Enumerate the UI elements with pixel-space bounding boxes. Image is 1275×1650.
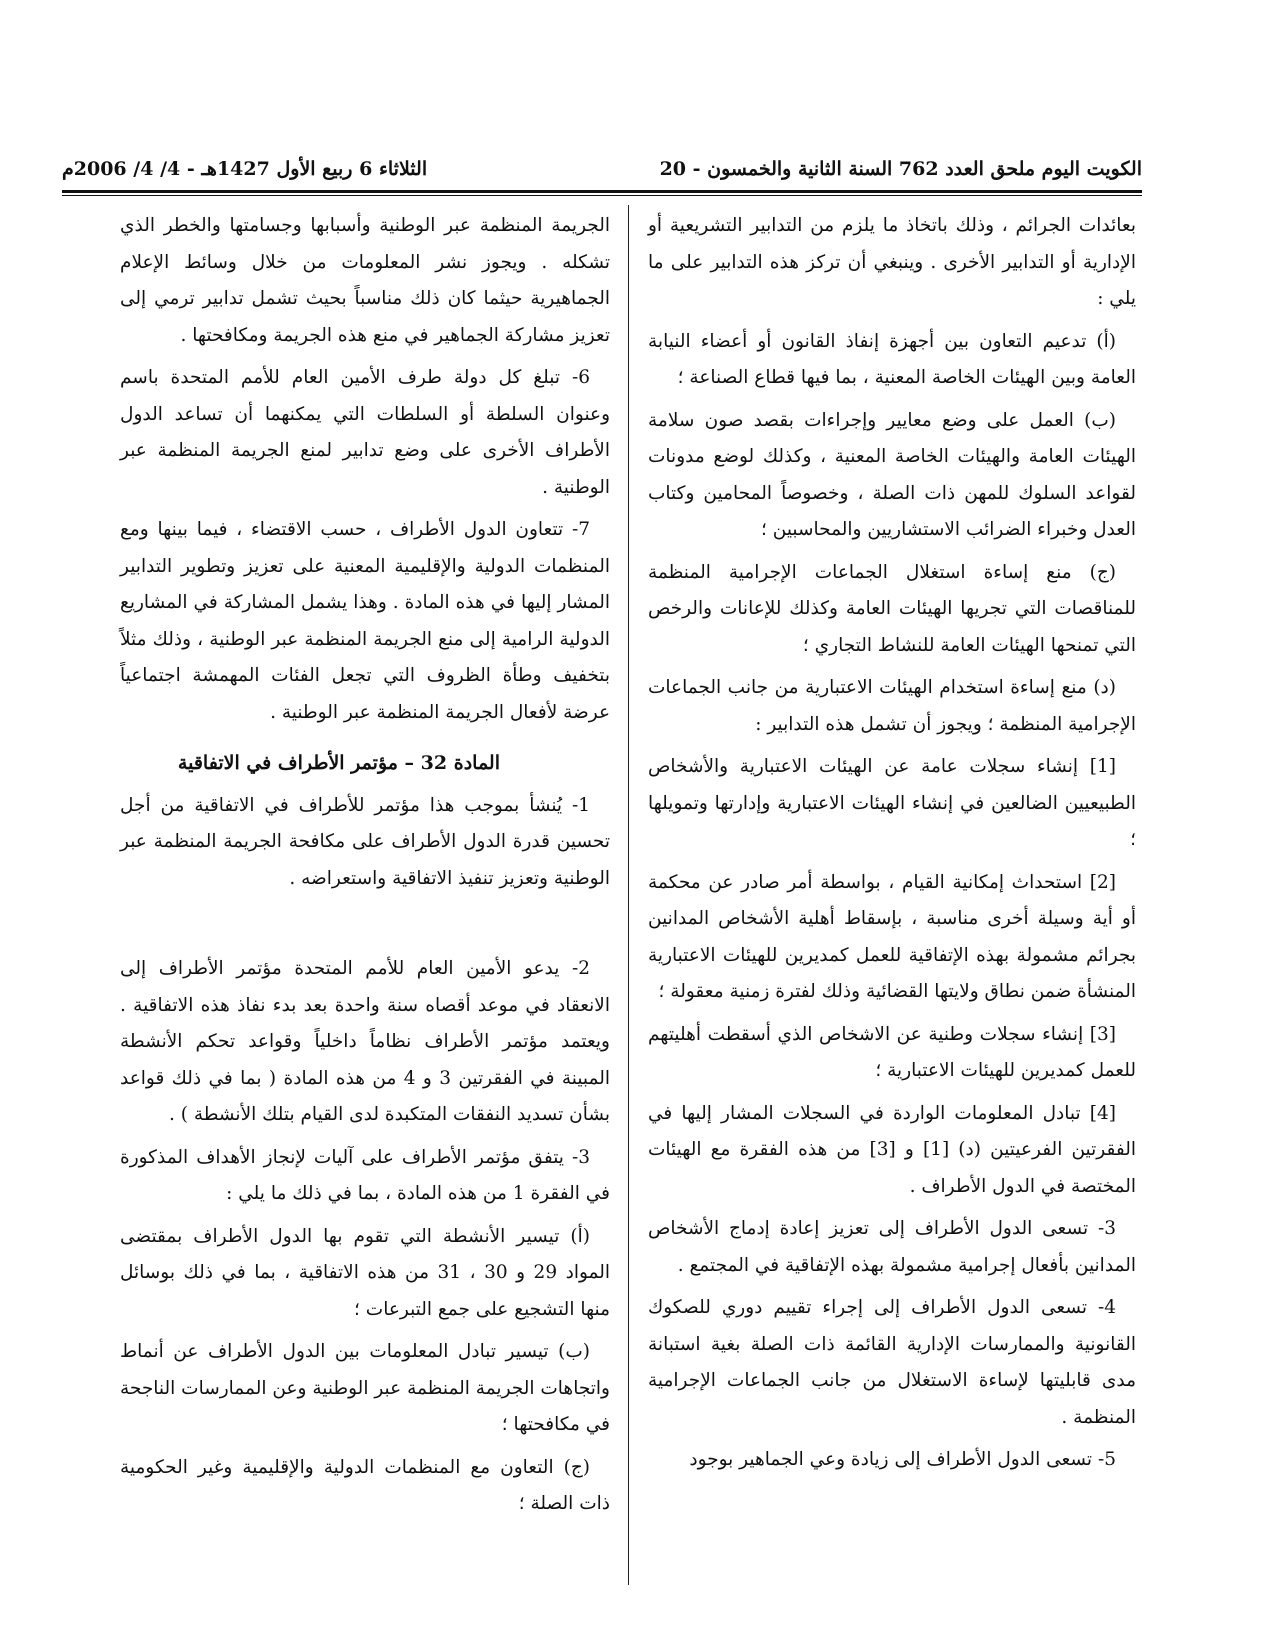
paragraph: 2- يدعو الأمين العام للأمم المتحدة مؤتمر الأطراف إلى الانعقاد في موعد أقصاه سنة واحدة بعد بدء نفاذ هذه الاتفاقية . ويعتمد مؤتمر الأطراف نظاماً داخلياً وقواعد تحكم الأنشطة المبينة في الفقرتين 3 و 4 من هذه المادة ( بما في ذلك قواعد بشأن تسديد النفقات المتكبدة لدى القيام بتلك الأنشطة ) .: [120, 958, 610, 1125]
paragraph: 3- يتفق مؤتمر الأطراف على آليات لإنجاز الأهداف المذكورة في الفقرة 1 من هذه المادة ، بما في ذلك ما يلي :: [120, 1146, 610, 1204]
header-date: الثلاثاء 6 ربيع الأول 1427هـ - 4/ 4/ 2006م: [62, 158, 428, 180]
paragraph: 4- تسعى الدول الأطراف إلى إجراء تقييم دوري للصكوك القانونية والممارسات الإدارية القائمة ذات الصلة بغية استبانة مدى قابليتها لإساءة الاستغلال من جانب الجماعات الإجرامية المنظمة .: [648, 1297, 1136, 1428]
column-divider: [628, 205, 629, 1585]
paragraph: [4] تبادل المعلومات الواردة في السجلات المشار إليها في الفقرتين الفرعيتين (د) [1] و [3] من هذه الفقرة مع الهيئات المختصة في الدول الأطراف .: [648, 1102, 1136, 1197]
paragraph: (ج) التعاون مع المنظمات الدولية والإقليمية وغير الحكومية ذات الصلة ؛: [120, 1456, 610, 1514]
left-column: [120, 208, 610, 1529]
article-heading: المادة 32 – مؤتمر الأطراف في الاتفاقية: [177, 752, 500, 774]
paragraph: (أ) تدعيم التعاون بين أجهزة إنفاذ القانون أو أعضاء النيابة العامة وبين الهيئات الخاصة المعنية ، بما فيها قطاع الصناعة ؛: [648, 330, 1136, 388]
page-header: [62, 158, 1142, 190]
right-column: [648, 208, 1136, 1485]
paragraph: 1- يُنشأ بموجب هذا مؤتمر للأطراف في الاتفاقية من أجل تحسين قدرة الدول الأطراف على مكافحة الجريمة المنظمة عبر الوطنية وتعزيز تنفيذ الاتفاقية واستعراضه .: [120, 794, 610, 889]
paragraph: [1] إنشاء سجلات عامة عن الهيئات الاعتبارية والأشخاص الطبيعيين الضالعين في إنشاء الهيئات الاعتبارية وإدارتها وتمويلها ؛: [648, 756, 1136, 850]
paragraph: 7- تتعاون الدول الأطراف ، حسب الاقتضاء ، فيما بينها ومع المنظمات الدولية والإقليمية المعنية على تعزيز وتطوير التدابير المشار إليها في هذه المادة . وهذا يشمل المشاركة في المشاريع الدولية الرامية إلى منع الجريمة المنظمة عبر الوطنية ، وذلك مثلاً بتخفيف وطأة الظروف التي تجعل الفئات المهمشة اجتماعياً عرضة لأفعال الجريمة المنظمة عبر الوطنية .: [120, 519, 610, 723]
paragraph: (ب) تيسير تبادل المعلومات بين الدول الأطراف عن أنماط واتجاهات الجريمة المنظمة عبر الوطنية وعن الممارسات الناجحة في مكافحتها ؛: [120, 1341, 610, 1435]
paragraph: (ج) منع إساءة استغلال الجماعات الإجرامية المنظمة للمناقصات التي تجريها الهيئات العامة وكذلك للإعانات والرخص التي تمنحها الهيئات العامة للنشاط التجاري ؛: [648, 561, 1136, 656]
paragraph: (أ) تيسير الأنشطة التي تقوم بها الدول الأطراف بمقتضى المواد 29 و 30 ، 31 من هذه الاتفاقية ، بما في ذلك بوسائل منها التشجيع على جمع التبرعات ؛: [120, 1225, 611, 1320]
header-rule: [62, 190, 1142, 193]
paragraph: بعائدات الجرائم ، وذلك باتخاذ ما يلزم من التدابير التشريعية أو الإدارية أو التدابير الأخرى . وينبغي أن تركز هذه التدابير على ما يلي :: [648, 215, 1136, 309]
paragraph: 5- تسعى الدول الأطراف إلى زيادة وعي الجماهير بوجود: [689, 1449, 1116, 1470]
paragraph: (ب) العمل على وضع معايير وإجراءات بقصد صون سلامة الهيئات العامة والهيئات الخاصة المعنية ، وكذلك لوضع مدونات لقواعد السلوك للمهن ذات الصلة ، وخصوصاً المحامين وكتاب العدل وخبراء الضرائب الاستشاريين والمحاسبين ؛: [648, 409, 1136, 540]
paragraph: 3- تسعى الدول الأطراف إلى تعزيز إعادة إدماج الأشخاص المدانين بأفعال إجرامية مشمولة بهذه الإتفاقية في المجتمع .: [648, 1218, 1136, 1276]
header-rule-thin: [62, 195, 1142, 196]
paragraph: [3] إنشاء سجلات وطنية عن الاشخاص الذي أسقطت أهليتهم للعمل كمديرين للهيئات الاعتبارية ؛: [648, 1023, 1136, 1081]
header-publication-info: الكويت اليوم ملحق العدد 762 السنة الثانية والخمسون - 20: [659, 158, 1142, 180]
paragraph: (د) منع إساءة استخدام الهيئات الاعتبارية من جانب الجماعات الإجرامية المنظمة ؛ ويجوز أن تشمل هذه التدابير :: [648, 677, 1136, 735]
paragraph: 6- تبلغ كل دولة طرف الأمين العام للأمم المتحدة باسم وعنوان السلطة أو السلطات التي يمكنهما أن تساعد الدول الأطراف الأخرى على وضع تدابير لمنع الجريمة المنظمة عبر الوطنية .: [120, 367, 610, 498]
paragraph: [2] استحداث إمكانية القيام ، بواسطة أمر صادر عن محكمة أو أية وسيلة أخرى مناسبة ، بإسقاط أهلية الأشخاص المدانين بجرائم مشمولة بهذه الإتفاقية للعمل كمديرين للهيئات الاعتبارية المنشأة ضمن نطاق ولايتها القضائية وذلك لفترة زمنية معقولة ؛: [648, 871, 1136, 1002]
paragraph: الجريمة المنظمة عبر الوطنية وأسبابها وجسامتها والخطر الذي تشكله . ويجوز نشر المعلومات من خلال وسائط الإعلام الجماهيرية حيثما كان ذلك مناسباً بحيث تشمل تدابير ترمي إلى تعزيز مشاركة الجماهير في منع هذه الجريمة ومكافحتها .: [120, 215, 610, 346]
spacer: [120, 737, 610, 745]
spacer: [120, 903, 610, 951]
